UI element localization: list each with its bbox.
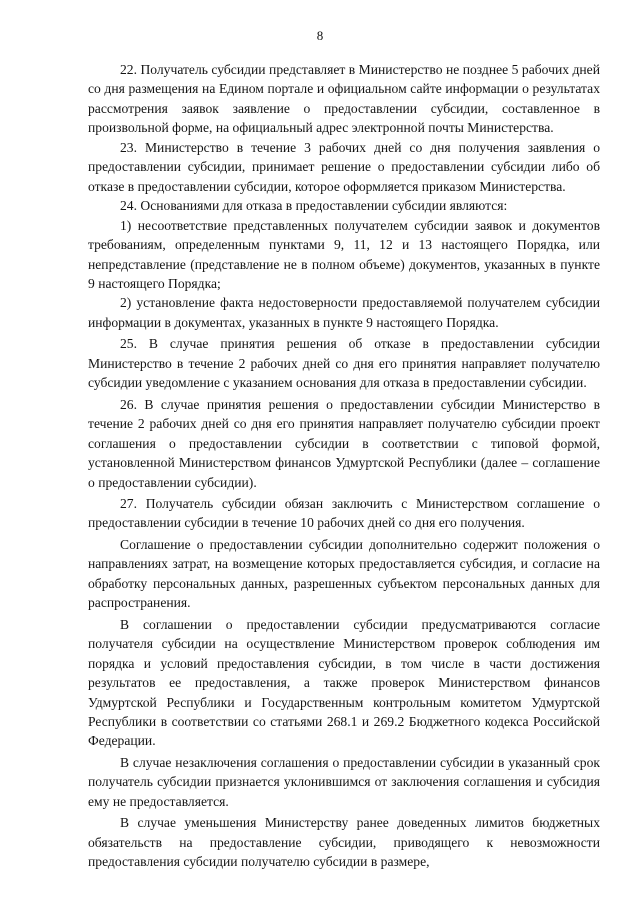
paragraph-24-item-1: 1) несоответствие представленных получателем субсидии заявок и документов требованиям, определенным пунктами 9, 11, 12 и 13 настоящего Порядка, или непредставление (представление не в полном объеме) документов, указанных в пункте 9 настоящего Порядка; <box>88 217 600 291</box>
page-number: 8 <box>316 28 324 43</box>
document-body <box>88 60 600 872</box>
paragraph-limits-reduction: В случае уменьшения Министерству ранее доведенных лимитов бюджетных обязательств на предоставление субсидии, приводящего к невозможности предоставления субсидии получателю субсидии в размере, <box>88 815 600 870</box>
paragraph-23: 23. Министерство в течение 3 рабочих дней со дня получения заявления о предоставлении субсидии, принимает решение о предоставлении субсидии либо об отказе в предоставлении субсидии, которое оформляется приказом Министерства. <box>88 139 600 194</box>
paragraph-agreement-content: Соглашение о предоставлении субсидии дополнительно содержит положения о направлениях затрат, на возмещение которых предоставляется субсидия, и согласие на обработку персональных данных, разрешенных субъектом персональных данных для распространения. <box>88 536 600 611</box>
paragraph-agreement-consent: В соглашении о предоставлении субсидии предусматриваются согласие получателя субсидии на осуществление Министерством проверок соблюдения им порядка и условий предоставления субсидии, в том числе в части достижения результатов ее предоставления, а также проверок Министерством финансов Удмуртской Республики и Государственным контрольным комитетом Удмуртской Республики в соответствии со статьями 268.1 и 269.2 Бюджетного кодекса Российской Федерации. <box>88 616 600 749</box>
paragraph-non-conclusion: В случае незаключения соглашения о предоставлении субсидии в указанный срок получатель субсидии признается уклонившимся от заключения соглашения и субсидия ему не предоставляется. <box>88 754 600 809</box>
paragraph-22: 22. Получатель субсидии представляет в Министерство не позднее 5 рабочих дней со дня размещения на Едином портале и официальном сайте информации о результатах рассмотрения заявок заявление о предоставлении субсидии, составленное в произвольной форме, на официальный адрес электронной почты Министерства. <box>88 62 600 136</box>
paragraph-26: 26. В случае принятия решения о предоставлении субсидии Министерство в течение 2 рабочих дней со дня его принятия направляет получателю субсидии проект соглашения о предоставлении субсидии в соответствии с типовой формой, установленной Министерством финансов Удмуртской Республики (далее – соглашение о предоставлении субсидии). <box>88 396 600 490</box>
paragraph-27: 27. Получатель субсидии обязан заключить с Министерством соглашение о предоставлении субсидии в течение 10 рабочих дней со дня его получения. <box>88 495 600 531</box>
paragraph-24-item-2: 2) установление факта недостоверности предоставляемой получателем субсидии информации в документах, указанных в пункте 9 настоящего Порядка. <box>88 295 600 330</box>
paragraph-25: 25. В случае принятия решения об отказе в предоставлении субсидии Министерство в течение 2 рабочих дней со дня его принятия направляет получателю субсидии уведомление с указанием основания для отказа в предоставлении субсидии. <box>88 336 600 391</box>
paragraph-24: 24. Основаниями для отказа в предоставлении субсидии являются: <box>120 198 508 214</box>
